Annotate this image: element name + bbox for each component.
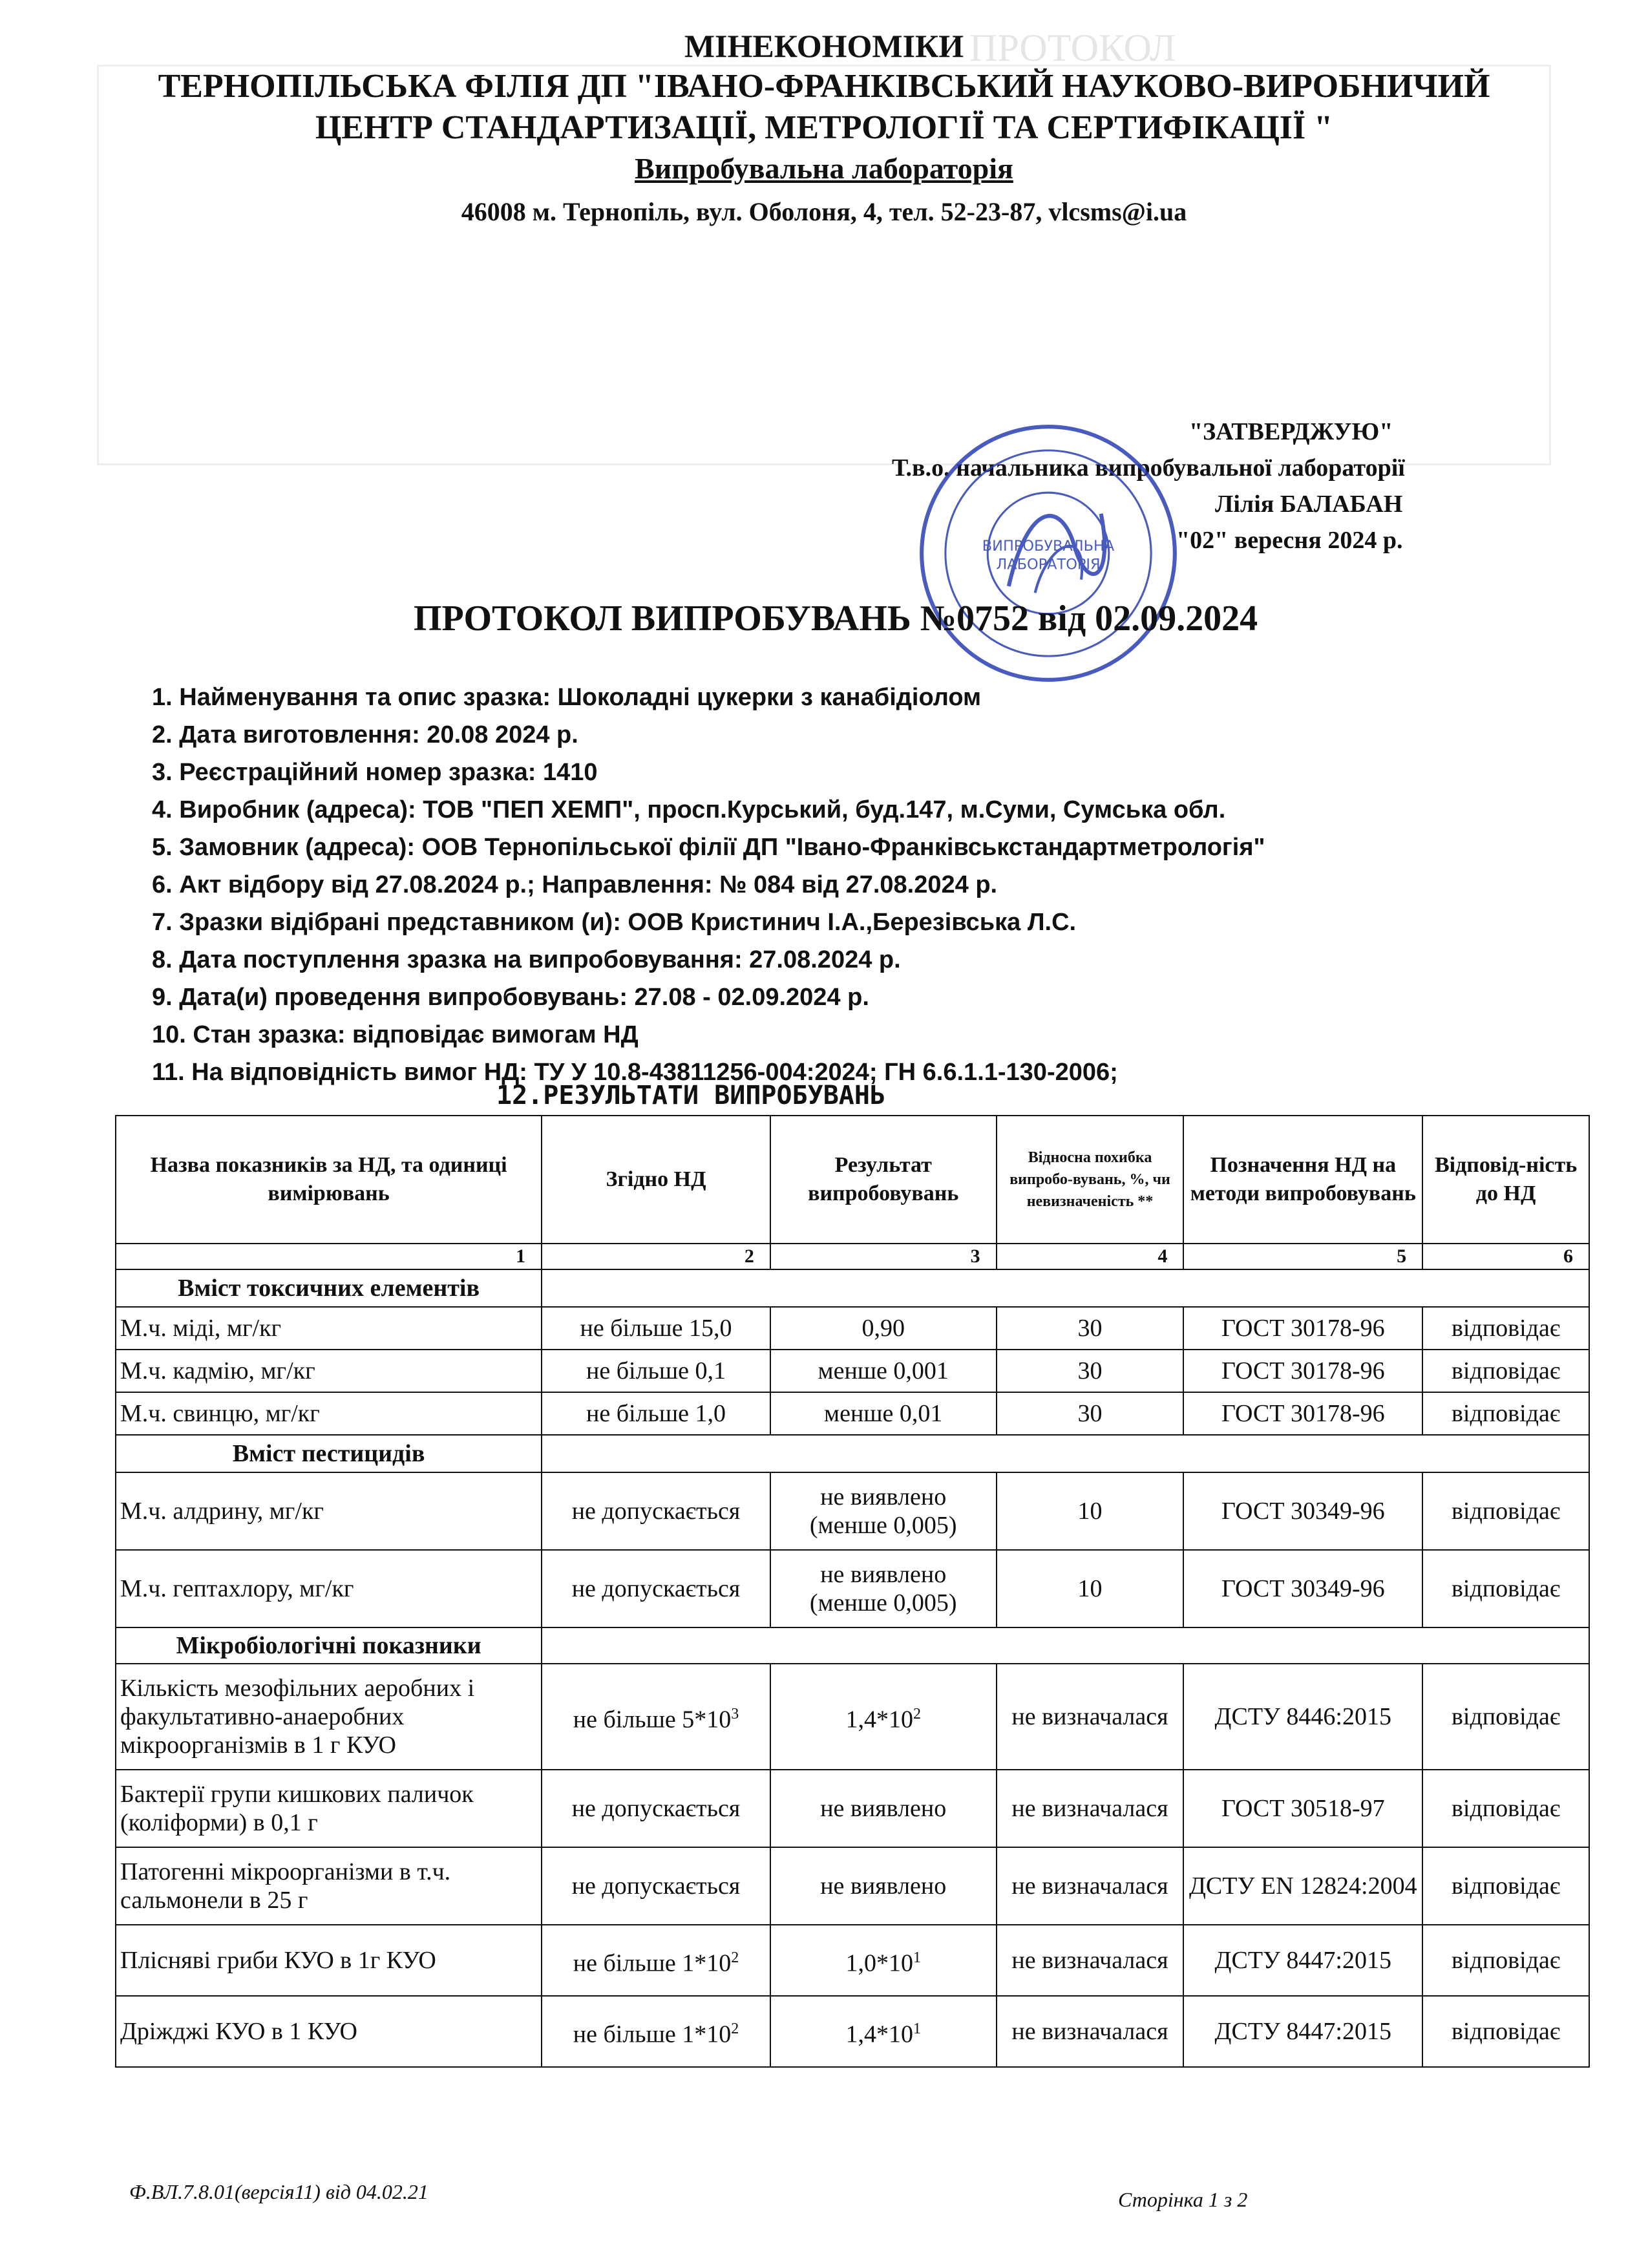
error-value: 10 xyxy=(997,1472,1184,1550)
error-value: 10 xyxy=(997,1550,1184,1627)
method-value: ДСТУ 8446:2015 xyxy=(1183,1664,1422,1770)
form-reference: Ф.ВЛ.7.8.01(версія11) від 04.02.21 xyxy=(129,2180,428,2203)
method-value: ГОСТ 30178-96 xyxy=(1183,1392,1422,1435)
result-exponent: 2 xyxy=(913,1705,921,1722)
svg-text:ВИПРОБУВАЛЬНА: ВИПРОБУВАЛЬНА xyxy=(982,537,1115,555)
col-number: 1 xyxy=(116,1244,542,1269)
norm-value: не більше 1,0 xyxy=(542,1392,770,1435)
result-value: менше 0,01 xyxy=(770,1392,997,1435)
col-number: 6 xyxy=(1422,1244,1589,1269)
result-base: 1,4*10 xyxy=(845,1706,913,1733)
item-receipt-date: 8. Дата поступлення зразка на випробовування: 27.08.2024 р. xyxy=(152,946,901,973)
item-sample-name: 1. Найменування та опис зразка: Шоколадні цукерки з канабідіолом xyxy=(152,684,982,711)
official-stamp xyxy=(916,421,1180,685)
organization-line-1: ТЕРНОПІЛЬСЬКА ФІЛІЯ ДП "ІВАНО-ФРАНКІВСЬКИЙ НАУКОВО-ВИРОБНИЧИЙ xyxy=(158,68,1490,105)
indicator-name: М.ч. алдрину, мг/кг xyxy=(116,1472,542,1550)
section-row xyxy=(116,1269,1589,1307)
item-sampled-by: 7. Зразки відібрані представником (и): ООВ Кристинич І.А.,Березівська Л.С. xyxy=(152,909,1077,936)
section-filler xyxy=(542,1269,1589,1307)
result-exponent: 1 xyxy=(913,1949,921,1966)
item-sampling-act: 6. Акт відбору від 27.08.2024 р.; Направлення: № 084 від 27.08.2024 р. xyxy=(152,871,998,898)
norm-value xyxy=(542,1996,770,2067)
error-value: не визначалася xyxy=(997,1664,1184,1770)
norm-value xyxy=(542,1925,770,1996)
ministry-name: МІНЕКОНОМІКИ xyxy=(684,28,964,64)
error-value: 30 xyxy=(997,1392,1184,1435)
indicator-name: Патогенні мікроорганізми в т.ч. сальмонели в 25 г xyxy=(116,1847,542,1925)
header-norm: Згідно НД xyxy=(542,1116,770,1244)
col-number: 4 xyxy=(997,1244,1184,1269)
section-row xyxy=(116,1627,1589,1664)
col-number: 2 xyxy=(542,1244,770,1269)
error-value: не визначалася xyxy=(997,1847,1184,1925)
conformity-value: відповідає xyxy=(1422,1350,1589,1392)
col-number: 5 xyxy=(1183,1244,1422,1269)
table-row xyxy=(116,1392,1589,1435)
norm-exponent: 2 xyxy=(731,2020,739,2037)
method-value: ДСТУ 8447:2015 xyxy=(1183,1925,1422,1996)
norm-value: не більше 15,0 xyxy=(542,1307,770,1350)
result-line: не виявлено xyxy=(820,1561,947,1588)
result-value xyxy=(770,1996,997,2067)
conformity-value: відповідає xyxy=(1422,1770,1589,1847)
header-error: Відносна похибка випробо-вувань, %, чи невизначеність ** xyxy=(997,1116,1184,1244)
method-value: ГОСТ 30178-96 xyxy=(1183,1307,1422,1350)
result-value: менше 0,001 xyxy=(770,1350,997,1392)
result-value xyxy=(770,1472,997,1550)
result-exponent: 1 xyxy=(913,2020,921,2037)
method-value: ГОСТ 30518-97 xyxy=(1183,1770,1422,1847)
results-table xyxy=(115,1115,1590,2068)
method-value: ГОСТ 30349-96 xyxy=(1183,1472,1422,1550)
result-line: не виявлено xyxy=(820,1483,947,1510)
col-number: 3 xyxy=(770,1244,997,1269)
laboratory-address: 46008 м. Тернопіль, вул. Оболоня, 4, тел. 52-23-87, vlcsms@i.ua xyxy=(461,197,1187,226)
results-heading: 12.РЕЗУЛЬТАТИ ВИПРОБУВАНЬ xyxy=(496,1081,886,1110)
page-number: Сторінка 1 з 2 xyxy=(1118,2188,1248,2211)
item-test-dates: 9. Дата(и) проведення випробовувань: 27.08 - 02.09.2024 р. xyxy=(152,984,869,1011)
table-row xyxy=(116,1350,1589,1392)
conformity-value: відповідає xyxy=(1422,1664,1589,1770)
indicator-name: Плісняві гриби КУО в 1г КУО xyxy=(116,1925,542,1996)
error-value: не визначалася xyxy=(997,1996,1184,2067)
approver-position: Т.в.о. начальника випробувальної лабораторії xyxy=(892,454,1405,482)
section-row xyxy=(116,1435,1589,1472)
conformity-value: відповідає xyxy=(1422,1472,1589,1550)
error-value: не визначалася xyxy=(997,1770,1184,1847)
norm-base: не більше 1*10 xyxy=(573,2020,732,2048)
indicator-name: М.ч. свинцю, мг/кг xyxy=(116,1392,542,1435)
conformity-value: відповідає xyxy=(1422,1996,1589,2067)
conformity-value: відповідає xyxy=(1422,1550,1589,1627)
header-conformity: Відповід-ність до НД xyxy=(1422,1116,1589,1244)
norm-value: не допускається xyxy=(542,1472,770,1550)
result-value: не виявлено xyxy=(770,1847,997,1925)
norm-exponent: 2 xyxy=(731,1949,739,1966)
section-title: Вміст пестицидів xyxy=(116,1435,542,1472)
norm-value: не більше 0,1 xyxy=(542,1350,770,1392)
norm-base: не більше 5*10 xyxy=(573,1706,732,1733)
result-base: 1,0*10 xyxy=(845,1949,913,1977)
table-header-row xyxy=(116,1116,1589,1244)
section-filler xyxy=(542,1627,1589,1664)
norm-value: не допускається xyxy=(542,1847,770,1925)
item-production-date: 2. Дата виготовлення: 20.08 2024 р. xyxy=(152,721,578,748)
item-compliance-standards: 11. На відповідність вимог НД: ТУ У 10.8-43811256-004:2024; ГН 6.6.1.1-130-2006; xyxy=(152,1059,1118,1086)
approver-name: Лілія БАЛАБАН xyxy=(1215,491,1403,518)
result-base: 1,4*10 xyxy=(845,2020,913,2048)
table-row xyxy=(116,1996,1589,2067)
table-row xyxy=(116,1925,1589,1996)
method-value: ДСТУ 8447:2015 xyxy=(1183,1996,1422,2067)
result-value: 0,90 xyxy=(770,1307,997,1350)
result-value: не виявлено xyxy=(770,1770,997,1847)
indicator-name: Кількість мезофільних аеробних і факультативно-анаеробних мікроорганізмів в 1 г КУО xyxy=(116,1664,542,1770)
approval-date: "02" вересня 2024 р. xyxy=(1176,527,1403,554)
section-title: Вміст токсичних елементів xyxy=(116,1269,542,1307)
conformity-value: відповідає xyxy=(1422,1392,1589,1435)
column-number-row xyxy=(116,1244,1589,1269)
laboratory-name: Випробувальна лабораторія xyxy=(635,152,1013,185)
error-value: 30 xyxy=(997,1307,1184,1350)
method-value: ГОСТ 30349-96 xyxy=(1183,1550,1422,1627)
norm-value xyxy=(542,1664,770,1770)
method-value: ГОСТ 30178-96 xyxy=(1183,1350,1422,1392)
result-value xyxy=(770,1925,997,1996)
document-header xyxy=(0,26,1648,231)
indicator-name: М.ч. гептахлору, мг/кг xyxy=(116,1550,542,1627)
section-title: Мікробіологічні показники xyxy=(116,1627,542,1664)
norm-value: не допускається xyxy=(542,1770,770,1847)
item-customer: 5. Замовник (адреса): ООВ Тернопільської філії ДП "Івано-Франківськстандартметрологія" xyxy=(152,834,1265,861)
organization-line-2: ЦЕНТР СТАНДАРТИЗАЦІЇ, МЕТРОЛОГІЇ ТА СЕРТИФІКАЦІЇ " xyxy=(315,109,1333,146)
result-value xyxy=(770,1664,997,1770)
norm-value: не допускається xyxy=(542,1550,770,1627)
table-row xyxy=(116,1770,1589,1847)
indicator-name: Бактерії групи кишкових паличок (коліформи) в 0,1 г xyxy=(116,1770,542,1847)
protocol-title: ПРОТОКОЛ ВИПРОБУВАНЬ №0752 від 02.09.2024 xyxy=(414,599,1258,639)
conformity-value: відповідає xyxy=(1422,1925,1589,1996)
item-manufacturer: 4. Виробник (адреса): ТОВ "ПЕП ХЕМП", просп.Курський, буд.147, м.Суми, Сумська обл. xyxy=(152,796,1226,823)
indicator-name: Дріжджі КУО в 1 КУО xyxy=(116,1996,542,2067)
item-registration-number: 3. Реєстраційний номер зразка: 1410 xyxy=(152,759,598,786)
indicator-name: М.ч. міді, мг/кг xyxy=(116,1307,542,1350)
result-line: (менше 0,005) xyxy=(809,1589,957,1616)
approve-heading: "ЗАТВЕРДЖУЮ" xyxy=(1189,418,1393,445)
result-line: (менше 0,005) xyxy=(809,1512,957,1539)
table-row xyxy=(116,1664,1589,1770)
svg-text:ЛАБОРАТОРІЯ: ЛАБОРАТОРІЯ xyxy=(996,556,1101,573)
conformity-value: відповідає xyxy=(1422,1307,1589,1350)
table-row xyxy=(116,1472,1589,1550)
section-filler xyxy=(542,1435,1589,1472)
bleed-through-text: ПРОТОКОЛ xyxy=(969,26,1176,69)
table-row xyxy=(116,1847,1589,1925)
method-value: ДСТУ EN 12824:2004 xyxy=(1183,1847,1422,1925)
indicator-name: М.ч. кадмію, мг/кг xyxy=(116,1350,542,1392)
conformity-value: відповідає xyxy=(1422,1847,1589,1925)
table-row xyxy=(116,1307,1589,1350)
header-result: Результат випробовувань xyxy=(770,1116,997,1244)
norm-base: не більше 1*10 xyxy=(573,1949,732,1977)
header-indicator: Назва показників за НД, та одиниці вимірювань xyxy=(116,1116,542,1244)
table-row xyxy=(116,1550,1589,1627)
error-value: не визначалася xyxy=(997,1925,1184,1996)
error-value: 30 xyxy=(997,1350,1184,1392)
norm-exponent: 3 xyxy=(731,1705,739,1722)
item-sample-condition: 10. Стан зразка: відповідає вимогам НД xyxy=(152,1021,639,1048)
sample-info-list xyxy=(152,679,1265,1091)
header-method: Позначення НД на методи випробовувань xyxy=(1183,1116,1422,1244)
result-value xyxy=(770,1550,997,1627)
